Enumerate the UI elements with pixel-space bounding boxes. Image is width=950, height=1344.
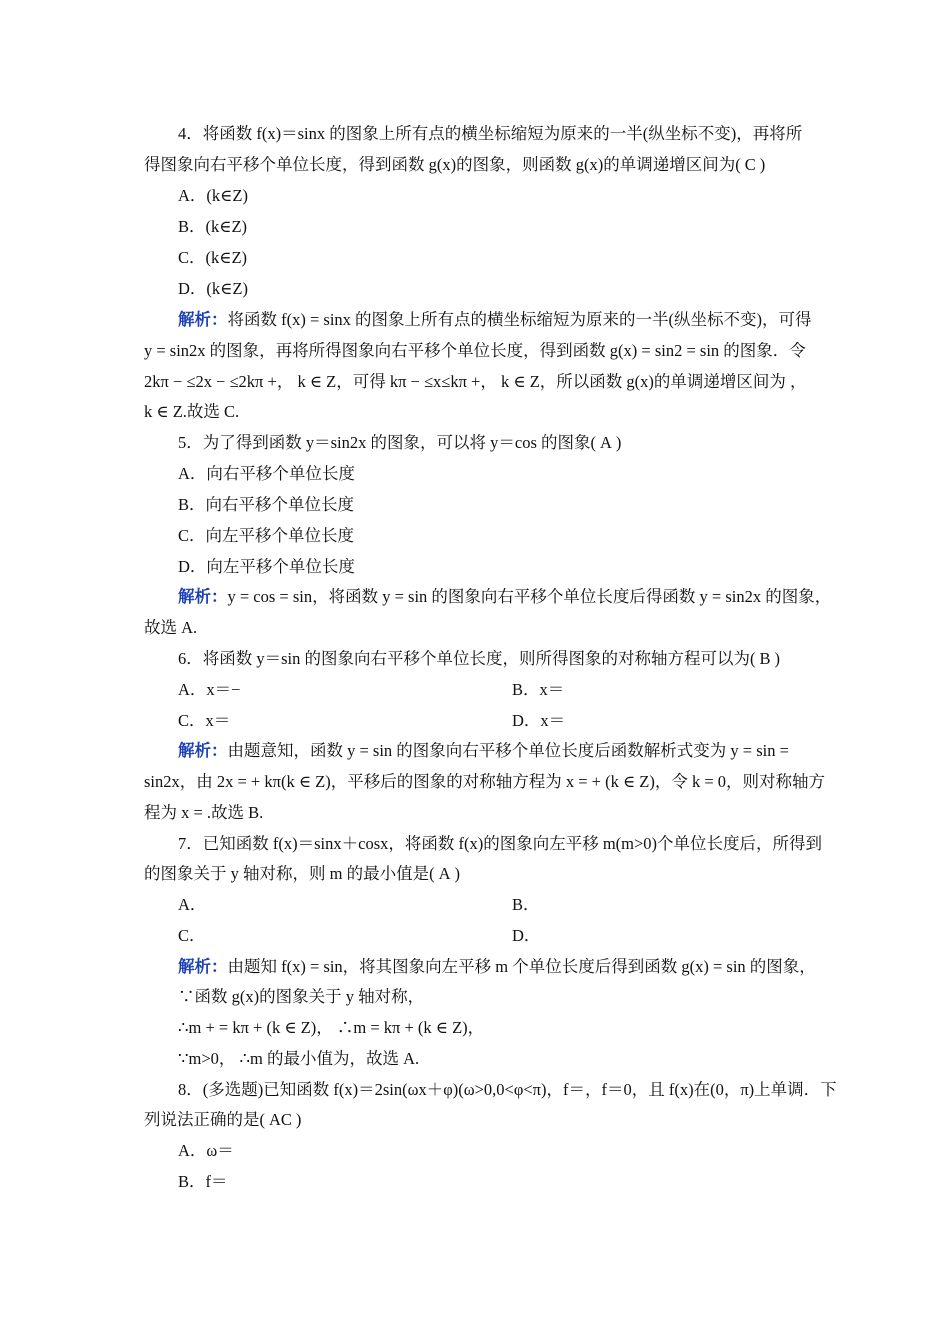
q7-stem-text: 的图象关于 y 轴对称，则 m 的最小值是( (144, 864, 435, 883)
q5-option-c: C．向左平移个单位长度 (178, 526, 355, 545)
q8-answer: AC (269, 1110, 292, 1129)
q8-stem-line2 (144, 1110, 301, 1130)
q6-option-b: B．x＝ (512, 680, 565, 699)
q7-option-a: A． (178, 895, 207, 914)
q6-stem-close: ) (774, 649, 781, 668)
q8-stem-text: 列说法正确的是( (144, 1110, 265, 1129)
q7-solution-line1 (178, 957, 816, 977)
q7-solution-line3: ∴m + = kπ + (k ∈ Z)， ∴m = kπ + (k ∈ Z)， (178, 1018, 485, 1037)
q5-stem (178, 433, 621, 453)
q4-answer: C (744, 155, 756, 174)
q8-option-b: B．f＝ (178, 1172, 228, 1191)
q4-option-a: A．(k∈Z) (178, 186, 248, 205)
q8-stem-line1: 8．(多选题)已知函数 f(x)＝2sin(ωx＋φ)(ω>0,0<φ<π)，f＝，f＝0，且 f(x)在(0，π)上单调．下 (178, 1080, 837, 1099)
q5-option-b: B．向右平移个单位长度 (178, 495, 355, 514)
q6-solution-line3: 程为 x = .故选 B. (144, 803, 264, 822)
q4-option-b: B．(k∈Z) (178, 217, 248, 236)
q6-stem (178, 649, 780, 669)
q7-solution-text: 由题知 f(x) = sin，将其图象向左平移 m 个单位长度后得到函数 g(x) = sin 的图象， (227, 957, 816, 976)
q7-option-c: C． (178, 926, 206, 945)
q7-option-b: B． (512, 895, 540, 914)
q5-solution-line1 (178, 587, 831, 607)
q4-solution-line2: y = sin2x 的图象，再将所得图象向右平移个单位长度，得到函数 g(x) = sin2 = sin 的图象．令 (144, 341, 806, 360)
q4-stem-line2 (144, 155, 765, 175)
q5-option-d: D．向左平移个单位长度 (178, 557, 355, 576)
q5-solution-text: y = cos = sin，将函数 y = sin 的图象向右平移个单位长度后得函数 y = sin2x 的图象， (227, 587, 832, 606)
q6-solution-line1 (178, 741, 789, 761)
q7-solution-label: 解析： (178, 957, 228, 976)
q7-solution-line4: ∵m>0， ∴m 的最小值为，故选 A. (178, 1049, 420, 1068)
q6-option-c: C．x＝ (178, 711, 231, 730)
q7-stem-close: ) (454, 864, 461, 883)
q6-option-d: D．x＝ (512, 711, 566, 730)
q5-solution-line2: 故选 A. (144, 618, 198, 637)
q7-solution-line2: ∵函数 g(x)的图象关于 y 轴对称， (178, 987, 425, 1006)
q4-solution-text: 将函数 f(x) = sinx 的图象上所有点的横坐标缩短为原来的一半(纵坐标不变)，可得 (227, 310, 812, 329)
q7-stem-line1: 7．已知函数 f(x)＝sinx＋cosx，将函数 f(x)的图象向左平移 m(m>0)个单位长度后，所得到 (178, 834, 823, 853)
q5-stem-text: 5．为了得到函数 y＝sin2x 的图象，可以将 y＝cos 的图象( (178, 433, 596, 452)
q7-answer: A (438, 864, 451, 883)
q6-solution-label: 解析： (178, 741, 228, 760)
q4-option-c: C．(k∈Z) (178, 248, 248, 267)
q6-stem-text: 6．将函数 y＝sin 的图象向右平移个单位长度，则所得图象的对称轴方程可以为( (178, 649, 756, 668)
q5-answer: A (600, 433, 612, 452)
q6-option-a: A．x＝− (178, 680, 241, 699)
q8-option-a: A．ω＝ (178, 1141, 234, 1160)
q7-stem-line2 (144, 864, 460, 884)
q4-stem-close: ) (759, 155, 766, 174)
q4-option-d: D．(k∈Z) (178, 279, 248, 298)
q4-solution-line3: 2kπ − ≤2x − ≤2kπ +， k ∈ Z，可得 kπ − ≤x≤kπ +， k ∈ Z，所以函数 g(x)的单调递增区间为 ， (144, 372, 807, 391)
q7-option-d: D． (512, 926, 541, 945)
q5-option-a: A．向右平移个单位长度 (178, 464, 355, 483)
q4-stem-text: 得图象向右平移个单位长度，得到函数 g(x)的图象，则函数 g(x)的单调递增区间为( (144, 155, 741, 174)
q4-solution-line1 (178, 310, 812, 330)
q6-solution-text: 由题意知，函数 y = sin 的图象向右平移个单位长度后函数解析式变为 y = sin = (227, 741, 789, 760)
q5-stem-close: ) (615, 433, 622, 452)
q5-solution-label: 解析： (178, 587, 228, 606)
q4-solution-line4: k ∈ Z.故选 C. (144, 402, 240, 421)
q4-stem-line1: 4．将函数 f(x)＝sinx 的图象上所有点的横坐标缩短为原来的一半(纵坐标不变)，再将所 (178, 124, 803, 143)
q8-stem-close: ) (295, 1110, 302, 1129)
q6-answer: B (759, 649, 771, 668)
q4-solution-label: 解析： (178, 310, 228, 329)
q6-solution-line2: sin2x，由 2x = + kπ(k ∈ Z)，平移后的图象的对称轴方程为 x = + (k ∈ Z)，令 k = 0，则对称轴方 (144, 772, 826, 791)
